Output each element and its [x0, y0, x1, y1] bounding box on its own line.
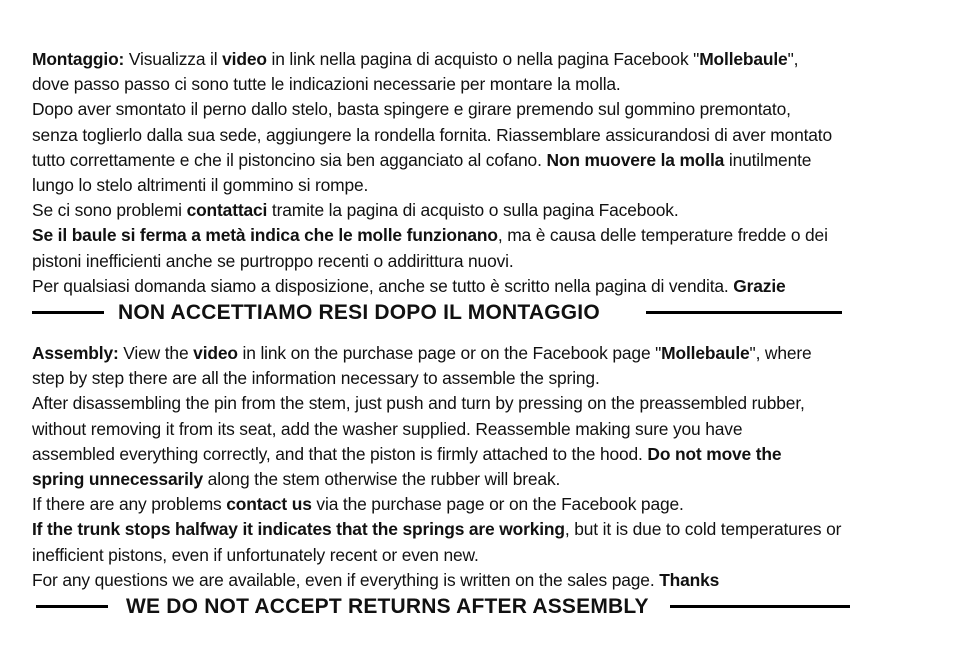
- bold-text-run: Montaggio:: [32, 49, 125, 69]
- text-run: , ma è causa delle temperature fredde o dei: [497, 225, 828, 246]
- text-line: [32, 543, 932, 568]
- bold-text-run: If the trunk stops halfway it indicates that the springs are working: [32, 519, 565, 540]
- bold-text-run: Grazie: [733, 275, 786, 296]
- text-run: in link nella pagina di acquisto o nella pagina Facebook ": [266, 49, 700, 69]
- bold-text-run: spring unnecessarily: [32, 469, 203, 490]
- text-line: [32, 47, 932, 72]
- bold-text-run: Assembly:: [32, 343, 119, 364]
- text-line: [32, 72, 932, 97]
- bold-text-run: Se il baule si ferma a metà indica che le molle funzionano: [32, 225, 498, 246]
- bold-text-run: contattaci: [186, 200, 268, 221]
- divider-line-left: [36, 605, 108, 608]
- bold-text-run: Do not move the: [647, 443, 782, 464]
- text-run: along the stem otherwise the rubber will break.: [202, 469, 561, 490]
- text-line: [32, 391, 932, 416]
- bold-text-run: Mollebaule: [661, 343, 750, 364]
- text-line: [32, 568, 932, 593]
- text-run: , but it is due to cold temperatures or: [564, 519, 842, 540]
- english-instructions: [32, 341, 932, 593]
- text-run: Dopo aver smontato il perno dallo stelo, basta spingere e girare premendo sul gommino premontato,: [32, 99, 791, 120]
- divider-line-right: [670, 605, 850, 608]
- text-line: [32, 148, 932, 173]
- text-line: [32, 341, 932, 366]
- text-run: For any questions we are available, even if everything is written on the sales page.: [32, 569, 660, 590]
- english-no-returns-notice: [32, 593, 932, 620]
- text-line: [32, 223, 932, 248]
- bold-text-run: Mollebaule: [699, 49, 788, 69]
- text-line: [32, 97, 932, 122]
- text-run: via the purchase page or on the Facebook page.: [311, 494, 684, 515]
- text-run: After disassembling the pin from the stem, just push and turn by pressing on the preassembled rubber,: [32, 393, 805, 414]
- text-run: inefficient pistons, even if unfortunately recent or even new.: [32, 544, 479, 565]
- bold-text-run: video: [193, 343, 238, 364]
- text-line: [32, 467, 932, 492]
- notice-text-italian: NON ACCETTIAMO RESI DOPO IL MONTAGGIO: [118, 301, 600, 325]
- divider-line-left: [32, 311, 104, 314]
- instructions-document: [32, 47, 932, 635]
- text-line: [32, 442, 932, 467]
- bold-text-run: Non muovere la molla: [546, 149, 725, 170]
- text-run: pistoni inefficienti anche se purtroppo recenti o addirittura nuovi.: [32, 250, 514, 271]
- text-line: [32, 173, 932, 198]
- text-line: [32, 492, 932, 517]
- text-line: [32, 517, 932, 542]
- text-run: Per qualsiasi domanda siamo a disposizione, anche se tutto è scritto nella pagina di vendita.: [32, 275, 734, 296]
- text-run: View the: [118, 343, 194, 364]
- text-run: Visualizza il: [124, 49, 223, 69]
- text-run: without removing it from its seat, add the washer supplied. Reassemble making sure you have: [32, 418, 743, 439]
- text-run: tutto correttamente e che il pistoncino sia ben agganciato al cofano.: [32, 149, 547, 170]
- italian-no-returns-notice: [32, 299, 932, 326]
- text-run: senza toglierlo dalla sua sede, aggiungere la rondella fornita. Riassemblare assicurandosi di aver montato: [32, 124, 833, 145]
- text-run: lungo lo stelo altrimenti il gommino si rompe.: [32, 175, 369, 196]
- text-line: [32, 198, 932, 223]
- text-run: assembled everything correctly, and that the piston is firmly attached to the hood.: [32, 443, 648, 464]
- text-line: [32, 274, 932, 299]
- text-run: dove passo passo ci sono tutte le indicazioni necessarie per montare la molla.: [32, 74, 621, 95]
- text-run: inutilmente: [724, 149, 812, 170]
- text-line: [32, 417, 932, 442]
- text-line: [32, 366, 932, 391]
- text-run: ", where: [749, 343, 812, 364]
- text-run: Se ci sono problemi: [32, 200, 187, 221]
- bold-text-run: Thanks: [659, 569, 720, 590]
- text-line: [32, 249, 932, 274]
- notice-text-english: WE DO NOT ACCEPT RETURNS AFTER ASSEMBLY: [126, 595, 649, 619]
- text-run: ",: [787, 49, 799, 69]
- divider-line-right: [646, 311, 842, 314]
- text-run: in link on the purchase page or on the Facebook page ": [237, 343, 662, 364]
- text-line: [32, 123, 932, 148]
- text-run: tramite la pagina di acquisto o sulla pagina Facebook.: [267, 200, 679, 221]
- text-run: step by step there are all the information necessary to assemble the spring.: [32, 368, 600, 389]
- text-run: If there are any problems: [32, 494, 227, 515]
- bold-text-run: contact us: [226, 494, 312, 515]
- italian-instructions: [32, 47, 932, 299]
- bold-text-run: video: [222, 49, 267, 69]
